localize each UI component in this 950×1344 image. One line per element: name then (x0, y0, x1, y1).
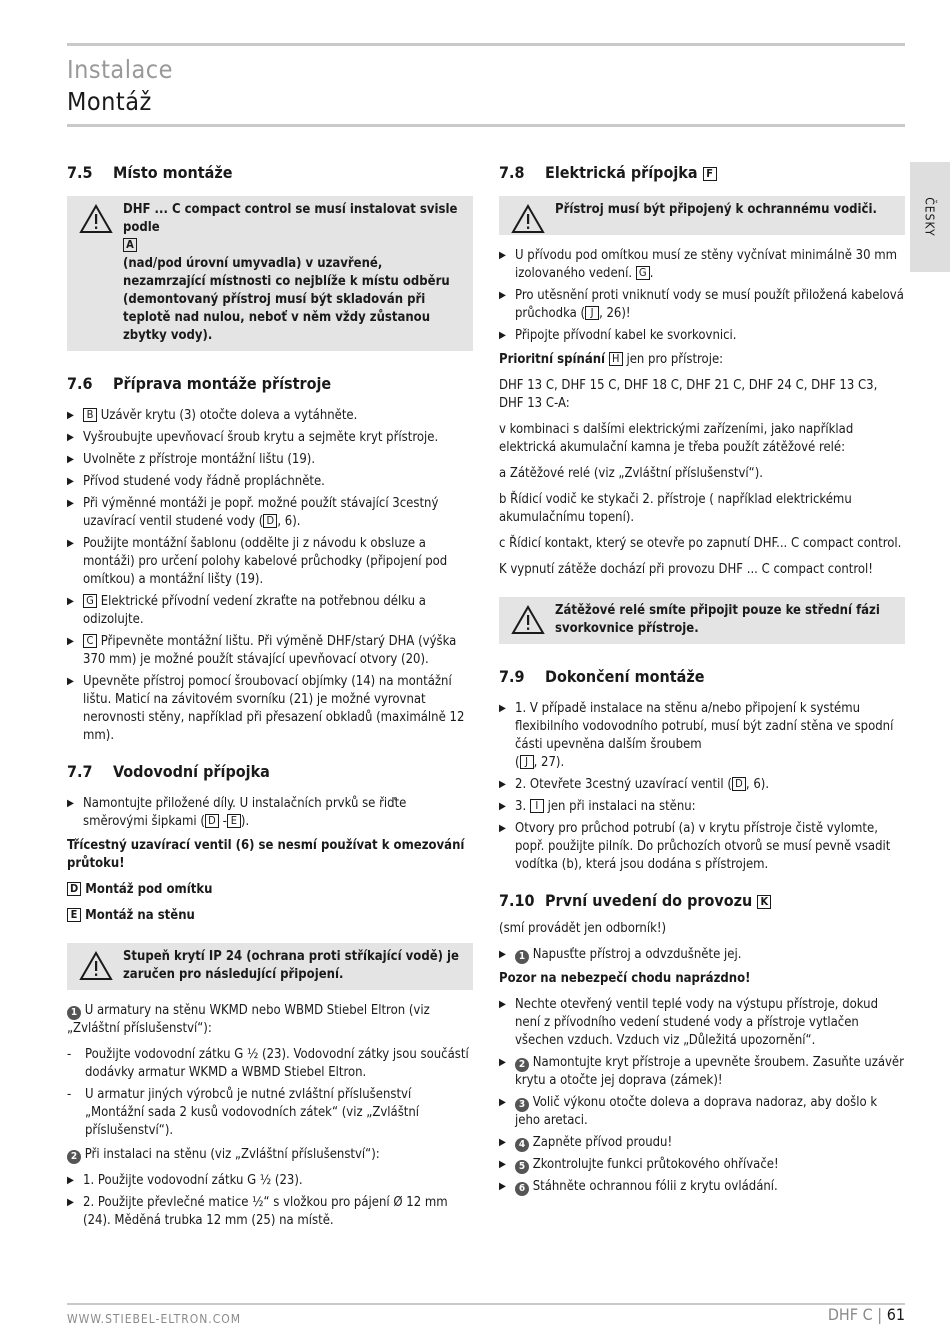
list-item: ▶ Přívod studené vody řádně propláchněte. (67, 473, 473, 491)
warning-icon (79, 951, 113, 981)
list-item: ▶ 2. Otevřete 3cestný uzavírací ventil ( D , 6). (499, 776, 905, 794)
step-list (499, 247, 905, 345)
list-item: ▶ Uvolněte z přístroje montážní lištu (19). (67, 451, 473, 469)
number-circle-icon: 6 (515, 1182, 529, 1196)
paragraph: c Řídicí kontakt, který se otevře po zapnutí DHF... C compact control. (499, 536, 902, 551)
paragraph: Prioritní spínání H jen pro přístroje: (499, 352, 724, 367)
language-label: ČESKY (923, 197, 937, 237)
figure-letter: A (123, 238, 137, 252)
warning-box (499, 196, 905, 235)
list-item: ▶ 1. Použijte vodovodní zátku G ½ (23). (67, 1172, 473, 1190)
paragraph: v kombinaci s dalšími elektrickými zařízeními, jako například elektrická akumulační kamna je třeba použít zátěžové relé: (499, 422, 854, 455)
heading-7-7: 7.7 Vodovodní přípojka (67, 762, 270, 781)
warning-icon (511, 605, 545, 635)
footer-product: DHF C (827, 1305, 873, 1324)
paragraph: K vypnutí zátěže dochází při provozu DHF ... C compact control! (499, 562, 873, 577)
list-item: ▶ Vyšroubujte upevňovací šroub krytu a sejměte kryt přístroje. (67, 429, 473, 447)
list-item: ▶ Použijte montážní šablonu (oddělte ji z návodu k obsluze a montáži) pro určení polohy kabelové průchodky (připojení pod omítkou) a montážní lišty (19). (67, 535, 473, 589)
paragraph: (smí provádět jen odborník!) (499, 921, 667, 936)
warning-box (67, 196, 473, 351)
header-rule-bottom (67, 124, 905, 127)
warning-box (499, 597, 905, 644)
list-item: - Použijte vodovodní zátku G ½ (23). Vodovodní zátky jsou součástí dodávky armatur WKMD a WBMD Stiebel Eltron. (67, 1046, 473, 1082)
list-item: ▶ 3. I jen při instalaci na stěnu: (499, 798, 905, 816)
step-list (499, 700, 905, 874)
step-list (67, 407, 473, 745)
heading-7-5: 7.5 Místo montáže (67, 163, 233, 182)
list-item: ▶ Připojte přívodní kabel ke svorkovnici. (499, 327, 905, 345)
number-circle-icon: 1 (67, 1006, 81, 1020)
list-item: ▶ C Připevněte montážní lištu. Při výměně DHF/starý DHA (výška 370 mm) je možné použít stávající upevňovací otvory (20). (67, 633, 473, 669)
footer-page-info (828, 1306, 905, 1324)
list-item: ▶ Nechte otevřený ventil teplé vody na výstupu přístroje, dokud není z přívodního vedení studené vody a přístroje vytlačen všechen vzduch. Vzduch viz „Důležitá upozornění“. (499, 996, 905, 1050)
heading-7-6: 7.6 Příprava montáže přístroje (67, 374, 332, 393)
list-item: ▶ 6 Stáhněte ochrannou fólii z krytu ovládání. (499, 1178, 905, 1196)
paragraph: DHF 13 C, DHF 15 C, DHF 18 C, DHF 21 C, DHF 24 C, DHF 13 C3, DHF 13 C-A: (499, 378, 878, 411)
paragraph: b Řídicí vodič ke stykači 2. přístroje ( například elektrickému akumulačnímu topení). (499, 492, 852, 525)
number-circle-icon: 5 (515, 1160, 529, 1174)
paragraph: a Zátěžové relé (viz „Zvláštní příslušenství“). (499, 466, 764, 481)
list-item: ▶ G Elektrické přívodní vedení zkraťte na potřebnou délku a odizolujte. (67, 593, 473, 629)
warning-text: Zátěžové relé smíte připojit pouze ke střední fázi svorkovnice přístroje. (555, 603, 880, 636)
warning-text: Přístroj musí být připojený k ochrannému vodiči. (555, 202, 877, 217)
footer-rule (67, 1303, 905, 1305)
header-rule-top (67, 43, 905, 46)
warning-icon (511, 204, 545, 234)
step-list (499, 946, 905, 964)
list-item: ▶ 1. V případě instalace na stěnu a/nebo připojení k systému flexibilního vodovodního potrubí, musí být zadní stěna ve spodní části upevněna dalším šroubem ( J , 27). (499, 700, 905, 772)
step-list (499, 996, 905, 1196)
footer-website: WWW.STIEBEL-ELTRON.COM (67, 1312, 242, 1326)
heading-7-9: 7.9 Dokončení montáže (499, 667, 705, 686)
number-circle-icon: 2 (67, 1150, 81, 1164)
number-circle-icon: 2 (515, 1058, 529, 1072)
paragraph: 1 U armatury na stěnu WKMD nebo WBMD Stiebel Eltron (viz „Zvláštní příslušenství“): (67, 1003, 430, 1036)
step-list (67, 795, 473, 831)
paragraph: 2 Při instalaci na stěnu (viz „Zvláštní příslušenství“): (67, 1146, 473, 1164)
warning-text: DHF ... C compact control se musí instalovat svisle podle A (123, 202, 458, 251)
list-item: ▶ 1 Napusťte přístroj a odvzdušněte jej. (499, 946, 905, 964)
number-circle-icon: 1 (515, 950, 529, 964)
step-list (67, 1172, 473, 1230)
page-title: Montáž (67, 87, 152, 116)
left-column (67, 162, 473, 1236)
list-item: ▶ 2 Namontujte kryt přístroje a upevněte šroubem. Zasuňte uzávěr krytu a otočte jej doprava (zámek)! (499, 1054, 905, 1090)
list-item: ▶ Při výměnné montáži je popř. možné použít stávající 3cestný uzavírací ventil studené vody ( D , 6). (67, 495, 473, 531)
heading-7-8: 7.8 Elektrická přípojka F (499, 162, 905, 184)
subheading: E Montáž na stěnu (67, 907, 473, 925)
list-item: ▶ U přívodu pod omítkou musí ze stěny vyčnívat minimálně 30 mm izolovaného vedení. G . (499, 247, 905, 283)
dash-list (67, 1046, 473, 1140)
note-text: Třícestný uzavírací ventil (6) se nesmí používat k omezování průtoku! (67, 838, 465, 871)
list-item: - U armatur jiných výrobců je nutné zvláštní příslušenství „Montážní sada 2 kusů vodovodních zátek“ (viz „Zvláštní příslušenství“). (67, 1086, 473, 1140)
list-item: ▶ B Uzávěr krytu (3) otočte doleva a vytáhněte. (67, 407, 473, 425)
warning-icon (79, 204, 113, 234)
warning-box (67, 943, 473, 990)
warning-text: (nad/pod úrovní umyvadla) v uzavřené, nezamrzající místnosti co nejblíže k místu odběru (demontovaný přístroj musí být skladován při teplotě nad nulou, neboť v něm vždy zůstanou zbytky vody). (123, 256, 450, 343)
warning-text: Stupeň krytí IP 24 (ochrana proti stříkající vodě) je zaručen pro následující připojení. (123, 949, 459, 982)
right-column (499, 162, 905, 1202)
list-item: ▶ 2. Použijte převlečné matice ½“ s vložkou pro pájení Ø 12 mm (24). Měděná trubka 12 mm (25) na místě. (67, 1194, 473, 1230)
subheading: D Montáž pod omítku (67, 881, 473, 899)
section-heading: Instalace (67, 55, 173, 84)
number-circle-icon: 4 (515, 1138, 529, 1152)
heading-7-10: 7.10 První uvedení do provozu K (499, 890, 905, 912)
list-item: ▶ Otvory pro průchod potrubí (a) v krytu přístroje čistě vylomte, popř. použijte pilník. Do průchozích otvorů se musí pevně vsadit vodítka (b), která jsou dodána s přístrojem. (499, 820, 905, 874)
list-item: ▶ Pro utěsnění proti vniknutí vody se musí použít přiložená kabelová průchodka ( J , 26)! (499, 287, 905, 323)
caution-text: Pozor na nebezpečí chodu naprázdno! (499, 971, 751, 986)
footer-divider: | (877, 1305, 883, 1324)
language-tab (910, 162, 950, 272)
list-item: ▶ 5 Zkontrolujte funkci průtokového ohřívače! (499, 1156, 905, 1174)
list-item: ▶ Upevněte přístroj pomocí šroubovací objímky (14) na montážní lištu. Maticí na závitovém svorníku (21) je možné vyrovnat nerovnosti stěny, například při přesazení obkladů (maximálně 12 mm). (67, 673, 473, 745)
list-item: ▶ 4 Zapněte přívod proudu! (499, 1134, 905, 1152)
number-circle-icon: 3 (515, 1098, 529, 1112)
list-item: ▶ Namontujte přiložené díly. U instalačních prvků se řiďte směrovými šipkami ( D - E ). (67, 795, 473, 831)
page-number: 61 (886, 1305, 905, 1324)
list-item: ▶ 3 Volič výkonu otočte doleva a doprava nadoraz, aby došlo k jeho aretaci. (499, 1094, 905, 1130)
